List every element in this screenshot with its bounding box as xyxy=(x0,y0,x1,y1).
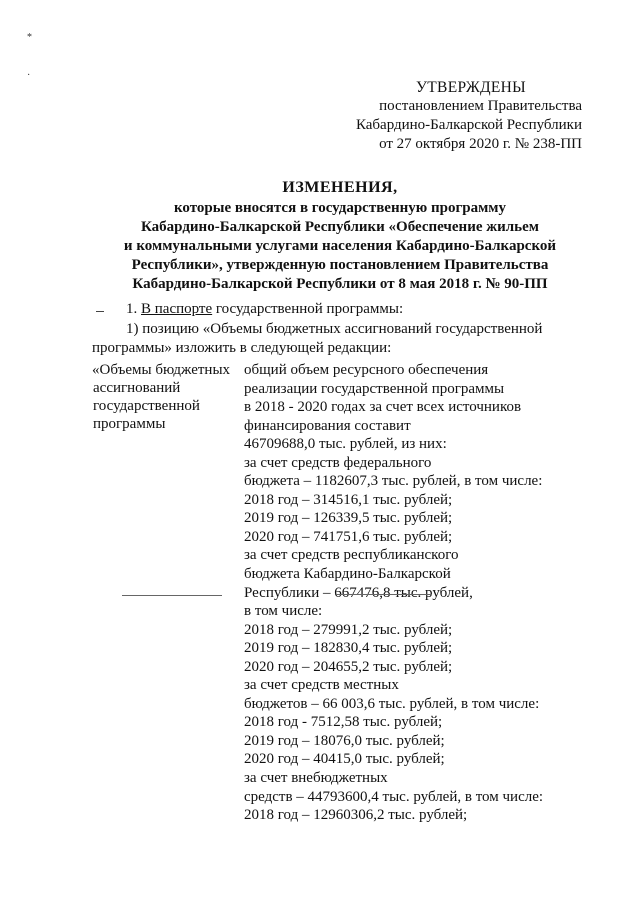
left-cell-line: программы xyxy=(93,416,166,432)
right-cell-line: 2019 год – 18076,0 тыс. рублей; xyxy=(244,732,445,749)
right-cell-line: 2018 год – 12960306,2 тыс. рублей; xyxy=(244,807,468,824)
approval-stamp xyxy=(320,78,582,154)
right-cell-line: 2020 год – 40415,0 тыс. рублей; xyxy=(244,751,445,768)
right-cell-line: 2018 год – 279991,2 тыс. рублей; xyxy=(244,621,453,638)
right-cell-line: за счет внебюджетных xyxy=(244,770,388,787)
paragraph-text: государственной программы: xyxy=(212,301,404,317)
title-line: и коммунальными услугами населения Кабардино-Балкарской xyxy=(123,238,557,254)
right-cell-line: за счет средств республиканского xyxy=(244,547,459,564)
right-cell-line: бюджета – 1182607,3 тыс. рублей, в том числе: xyxy=(244,473,543,490)
title-line: Кабардино-Балкарской Республики «Обеспечение жильем xyxy=(141,219,539,235)
title-line: которые вносятся в государственную программу xyxy=(173,200,507,216)
title-line: Республики», утвержденную постановлением Правительства xyxy=(131,257,549,273)
right-cell-line: финансирования составит xyxy=(244,417,411,434)
scan-rule xyxy=(122,595,222,596)
right-cell-line: общий объем ресурсного обеспечения xyxy=(244,362,489,378)
right-cell-line: средств – 44793600,4 тыс. рублей, в том числе: xyxy=(244,788,544,805)
left-cell-line: «Объемы бюджетных xyxy=(92,362,231,378)
title-line: Кабардино-Балкарской Республики от 8 мая 2018 г. № 90-ПП xyxy=(132,276,548,292)
right-cell-line: за счет средств федерального xyxy=(244,454,432,471)
scan-mark: · xyxy=(27,70,31,81)
left-cell-line: государственной xyxy=(93,398,200,414)
right-cell-line: 2018 год - 7512,58 тыс. рублей; xyxy=(244,714,443,731)
right-cell-line: 2018 год – 314516,1 тыс. рублей; xyxy=(244,491,453,508)
paragraph-number: 1. xyxy=(126,301,138,317)
right-cell-line: 46709688,0 тыс. рублей, из них: xyxy=(244,436,447,453)
approval-line: от 27 октября 2020 г. № 238-ПП xyxy=(379,136,582,152)
scan-mark: * xyxy=(27,32,32,43)
right-cell-line: 2019 год – 182830,4 тыс. рублей; xyxy=(244,640,453,657)
approval-line: постановлением Правительства xyxy=(379,98,582,114)
right-cell-line: 2019 год – 126339,5 тыс. рублей; xyxy=(244,510,453,527)
right-cell-line: бюджетов – 66 003,6 тыс. рублей, в том числе: xyxy=(244,695,540,712)
paragraph-2-line-2: программы» изложить в следующей редакции: xyxy=(92,340,392,356)
right-cell-line: Республики – 667476,8 тыс. рублей, xyxy=(244,584,473,601)
left-cell-line: ассигнований xyxy=(93,380,181,396)
right-cell-line: за счет средств местных xyxy=(244,677,399,694)
scan-rule xyxy=(336,594,432,595)
right-cell-line: в том числе: xyxy=(244,603,323,620)
document-title xyxy=(90,178,590,294)
paragraph-1 xyxy=(126,300,403,319)
approval-line: Кабардино-Балкарской Республики xyxy=(355,117,582,133)
table-left-cell xyxy=(92,361,232,433)
paragraph-2-line-1: 1) позицию «Объемы бюджетных ассигнований государственной xyxy=(126,321,543,337)
right-cell-line: 2020 год – 741751,6 тыс. рублей; xyxy=(244,528,453,545)
table-right-cell xyxy=(244,361,574,825)
approval-heading: УТВЕРЖДЕНЫ xyxy=(416,79,526,96)
title-heading: ИЗМЕНЕНИЯ, xyxy=(282,179,398,196)
right-cell-line: бюджета Кабардино-Балкарской xyxy=(244,566,451,583)
underlined-text: В паспорте xyxy=(141,301,213,317)
right-cell-line: в 2018 - 2020 годах за счет всех источников xyxy=(244,399,522,416)
right-cell-line: реализации государственной программы xyxy=(244,380,505,397)
right-cell-line: 2020 год – 204655,2 тыс. рублей; xyxy=(244,658,453,675)
margin-dash xyxy=(96,311,104,312)
